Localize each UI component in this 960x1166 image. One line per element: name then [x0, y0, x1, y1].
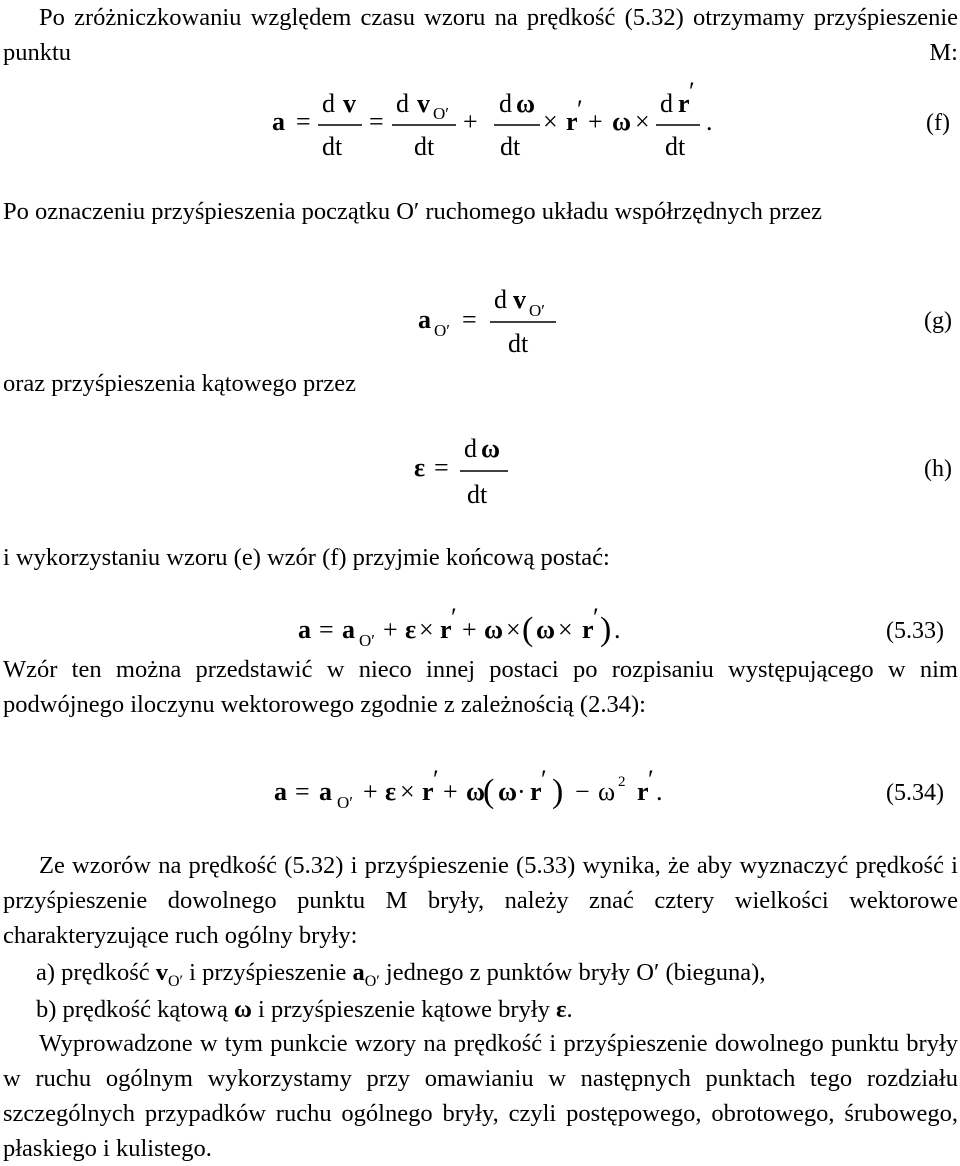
eq533-times-1: × [419, 615, 434, 644]
eq-h-equals: = [434, 453, 449, 482]
eq-f-num-d4: d [660, 89, 673, 118]
equation-h [414, 434, 952, 509]
eq-f-den-1: dt [322, 132, 343, 161]
velocity-symbol: v [155, 959, 168, 986]
equation-5-33 [298, 603, 944, 650]
eq533-plus-1: + [383, 615, 398, 644]
eq534-label: (5.34) [886, 780, 944, 806]
eq-g-num-v: v [513, 285, 526, 314]
eq-f-a: a [272, 107, 285, 136]
eq534-paren-left: ( [483, 773, 495, 810]
eq533-r1-prime: ′ [451, 603, 457, 632]
list-item-a-middle: i przyśpieszenie [189, 959, 347, 986]
eq-g-num-d: d [494, 285, 507, 314]
eq-f-num-v1: v [343, 89, 356, 118]
eq533-r2: r [582, 615, 594, 644]
paragraph-angular-acceleration: oraz przyśpieszenia kątowego przez [3, 370, 357, 397]
eq-f-times-2: × [635, 107, 650, 136]
eq534-omega-scalar: ω [598, 777, 616, 806]
eq-h-eps: ε [414, 453, 426, 482]
eq533-eps: ε [405, 615, 417, 644]
eq534-plus-1: + [363, 777, 378, 806]
eq-f-num-v2: v [417, 89, 430, 118]
eq-h-num-d: d [464, 434, 477, 463]
eq-f-equals-1: = [296, 107, 311, 136]
paragraph-closing: Wyprowadzone w tym punkcie wzory na prędkość i przyśpieszenie dowolnego punktu bryły w ruchu ogólnym wykorzystamy przy omawianiu w następnych punktach tego rozdziału szczególnych przypadków ruchu ogólnego bryły, czyli postępowego, obrotowego, śrubowego, płaskiego i kulistego. [3, 1030, 958, 1162]
eq-f-label: (f) [926, 110, 950, 136]
eq-f-num-omega: ω [516, 89, 536, 118]
paragraph-alternative-form: Wzór ten można przedstawić w nieco innej postaci po rozpisaniu występującego w nim podwójnego iloczynu wektorowego zgodnie z zależnością (2.34): [3, 656, 958, 718]
paragraph-final-form: i wykorzystaniu wzoru (e) wzór (f) przyjmie końcową postać: [3, 544, 610, 571]
eq-f-num-r: r [678, 89, 690, 118]
eq-f-den-3: dt [500, 132, 521, 161]
acceleration-subscript: O′ [364, 973, 380, 990]
eq533-paren-left: ( [522, 611, 534, 648]
eq-f-r1-prime: ′ [577, 95, 583, 124]
eq-f-plus-2: + [588, 107, 603, 136]
list-item-b-middle: i przyśpieszenie kątowe bryły [258, 996, 550, 1023]
eq-f-num-d1: d [322, 89, 335, 118]
eq534-r2: r [530, 777, 542, 806]
eq533-omega-2: ω [536, 615, 556, 644]
eq534-aO-sub: O′ [337, 793, 353, 812]
eq534-a: a [274, 777, 287, 806]
paragraph-conclusion: Ze wzorów na prędkość (5.32) i przyśpieszenie (5.33) wynika, że aby wyznaczyć prędkość i przyśpieszenie dowolnego punktu M bryły, należy znać cztery wielkości wektorowe charakteryzujące ruch ogólny bryły: [3, 852, 958, 949]
eq534-eps: ε [385, 777, 397, 806]
eq534-minus: − [575, 777, 590, 806]
acceleration-symbol: a [352, 959, 365, 986]
eq-g-a: a [418, 305, 431, 334]
equation-f [272, 77, 950, 161]
eq-f-plus-1: + [463, 107, 478, 136]
eq-f-num-d3: d [499, 89, 512, 118]
angular-acceleration-symbol: ε [556, 996, 567, 1023]
eq-h-label: (h) [924, 456, 952, 482]
eq533-paren-right: ) [600, 611, 612, 648]
paragraph-intro: Po zróżniczkowaniu względem czasu wzoru na prędkość (5.32) otrzymamy przyśpieszenie punktu M: [3, 4, 958, 66]
eq533-a: a [298, 615, 311, 644]
eq534-r1: r [422, 777, 434, 806]
angular-velocity-symbol: ω [233, 996, 252, 1023]
eq533-equals: = [319, 615, 334, 644]
eq-g-label: (g) [924, 308, 952, 334]
eq534-period: . [656, 777, 663, 806]
paragraph-origin-acceleration: Po oznaczeniu przyśpieszenia początku O′ ruchomego układu współrzędnych przez [3, 198, 822, 225]
eq534-equals: = [295, 777, 310, 806]
equation-g [418, 285, 952, 358]
eq-f-omega: ω [612, 107, 632, 136]
eq534-paren-right: ) [552, 773, 564, 810]
eq534-plus-2: + [443, 777, 458, 806]
eq-f-den-2: dt [414, 132, 435, 161]
equation-5-34 [274, 765, 944, 812]
eq533-times-3: × [558, 615, 573, 644]
eq534-omega-2: ω [498, 777, 518, 806]
eq533-label: (5.33) [886, 618, 944, 644]
list-item-a-suffix: jednego z punktów bryły O′ (bieguna), [385, 959, 766, 986]
eq-f-den-4: dt [665, 132, 686, 161]
eq-g-a-sub: O′ [434, 321, 450, 340]
eq533-omega-1: ω [484, 615, 504, 644]
eq534-dot: · [517, 777, 526, 806]
eq534-times: × [400, 777, 415, 806]
eq-g-den: dt [508, 329, 529, 358]
eq-f-num-d2: d [396, 89, 409, 118]
list-item-a-prefix: a) prędkość [36, 959, 150, 986]
eq-f-num-r-prime: ′ [689, 77, 695, 106]
eq-f-times-1: × [543, 107, 558, 136]
eq534-square: 2 [618, 774, 626, 790]
eq534-r3: r [637, 777, 649, 806]
eq-g-equals: = [462, 305, 477, 334]
eq-f-period: . [706, 107, 713, 136]
eq-g-num-sub: O′ [529, 301, 545, 320]
eq-f-num-sub-2: O′ [433, 104, 449, 123]
eq-h-den: dt [467, 480, 488, 509]
eq533-plus-2: + [462, 615, 477, 644]
eq533-aO: a [342, 615, 355, 644]
eq533-times-2: × [506, 615, 521, 644]
list-item-b-prefix: b) prędkość kątową [36, 996, 228, 1023]
eq534-aO: a [319, 777, 332, 806]
eq533-r2-prime: ′ [593, 603, 599, 632]
eq534-r1-prime: ′ [433, 765, 439, 794]
eq534-r2-prime: ′ [541, 765, 547, 794]
eq-f-equals-2: = [369, 107, 384, 136]
eq533-r1: r [440, 615, 452, 644]
eq-h-num-omega: ω [481, 434, 501, 463]
eq533-aO-sub: O′ [359, 631, 375, 650]
eq-f-r1: r [566, 107, 578, 136]
list-item-b-suffix: . [566, 996, 573, 1023]
eq534-omega-1: ω [466, 777, 486, 806]
eq533-period: . [614, 615, 621, 644]
eq534-r3-prime: ′ [648, 765, 654, 794]
velocity-subscript: O′ [167, 973, 184, 990]
